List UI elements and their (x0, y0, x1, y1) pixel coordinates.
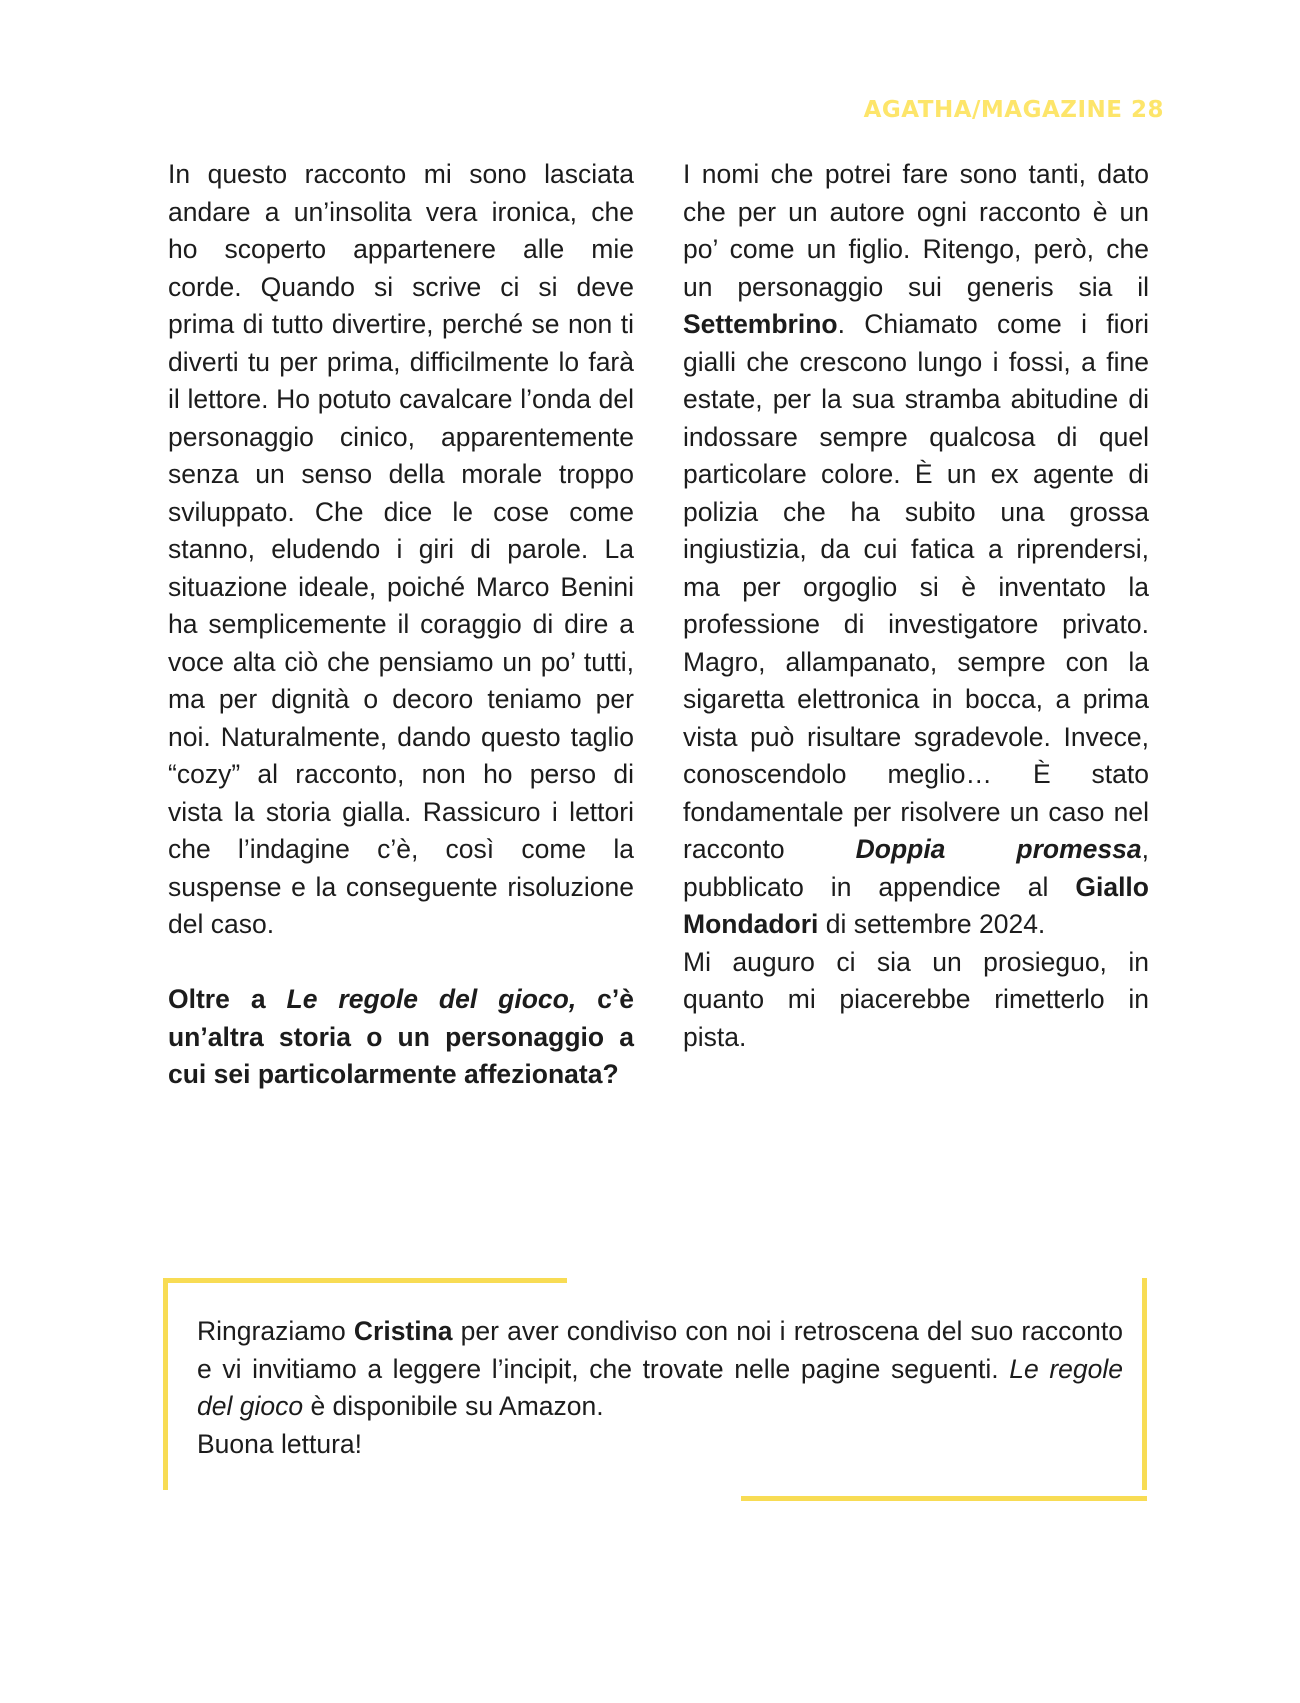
book-title: Le regole del gioco (197, 1353, 1123, 1421)
book-title: Le regole del gioco, (286, 984, 577, 1014)
box-border-right (1142, 1278, 1147, 1490)
thanks-segment: Ringraziamo (197, 1316, 354, 1346)
question-text: Oltre a (168, 984, 287, 1014)
box-border-left (163, 1278, 168, 1490)
answer-text: , pubblicato in appendice al (683, 834, 1149, 902)
closing-paragraph: Mi auguro ci sia un prosieguo, in quanto mi piacerebbe rimetterlo in pista. (683, 946, 1149, 1052)
left-column (168, 156, 634, 1094)
thanks-segment: per aver condiviso con noi i retroscena del suo racconto e vi invitiamo a leggere l’incipit, che trovate nelle pagine seguenti. (197, 1316, 1123, 1384)
thanks-paragraph (197, 1313, 1123, 1426)
answer-text: di settembre 2024. (818, 909, 1046, 939)
thanks-segment: è disponibile su Amazon. (303, 1391, 604, 1421)
thanks-text (197, 1313, 1123, 1463)
sign-off: Buona lettura! (197, 1428, 363, 1459)
answer-paragraph (683, 156, 1149, 944)
publication-name: Giallo Mondadori (683, 871, 1149, 939)
right-column (683, 156, 1149, 1056)
story-title: Doppia promessa (855, 834, 1142, 864)
character-name: Settembrino (683, 309, 838, 339)
question-text: c’è un’altra storia o un personaggio a cui sei particolarmente affezionata? (168, 984, 634, 1089)
author-name: Cristina (353, 1316, 453, 1346)
answer-text: I nomi che potrei fare sono tanti, dato che per un autore ogni racconto è un po’ come un figlio. Ritengo, però, che un personaggio sui generis sia il (683, 159, 1149, 302)
answer-text: . Chiamato come i fiori gialli che crescono lungo i fossi, a fine estate, per la sua stramba abitudine di indossare sempre qualcosa di quel particolare colore. È un ex agente di polizia che ha subito una grossa ingiustizia, da cui fatica a riprendersi, ma per orgoglio si è inventato la professione di investigatore privato. Magro, allampanato, sempre con la sigaretta elettronica in bocca, a prima vista può risultare sgradevole. Invece, conoscendolo meglio… È stato fondamentale per risolvere un caso nel racconto (683, 309, 1149, 864)
box-border-top (163, 1278, 567, 1283)
interview-question (168, 981, 634, 1094)
thanks-box (163, 1278, 1147, 1501)
answer-paragraph: In questo racconto mi sono lasciata andare a un’insolita vera ironica, che ho scoperto appartenere alle mie corde. Quando si scrive ci si deve prima di tutto divertire, perché se non ti diverti tu per prima, difficilmente lo farà il lettore. Ho potuto cavalcare l’onda del personaggio cinico, apparentemente senza un senso della morale troppo sviluppato. Che dice le cose come stanno, eludendo i giri di parole. La situazione ideale, poiché Marco Benini ha semplicemente il coraggio di dire a voce alta ciò che pensiamo un po’ tutti, ma per dignità o decoro teniamo per noi. Naturalmente, dando questo taglio “cozy” al racconto, non ho perso di vista la storia gialla. Rassicuro i lettori che l’indagine c’è, così come la suspense e la conseguente risoluzione del caso. (168, 159, 634, 939)
box-border-bottom (741, 1496, 1147, 1501)
magazine-header: AGATHA/MAGAZINE 28 (863, 97, 1164, 123)
